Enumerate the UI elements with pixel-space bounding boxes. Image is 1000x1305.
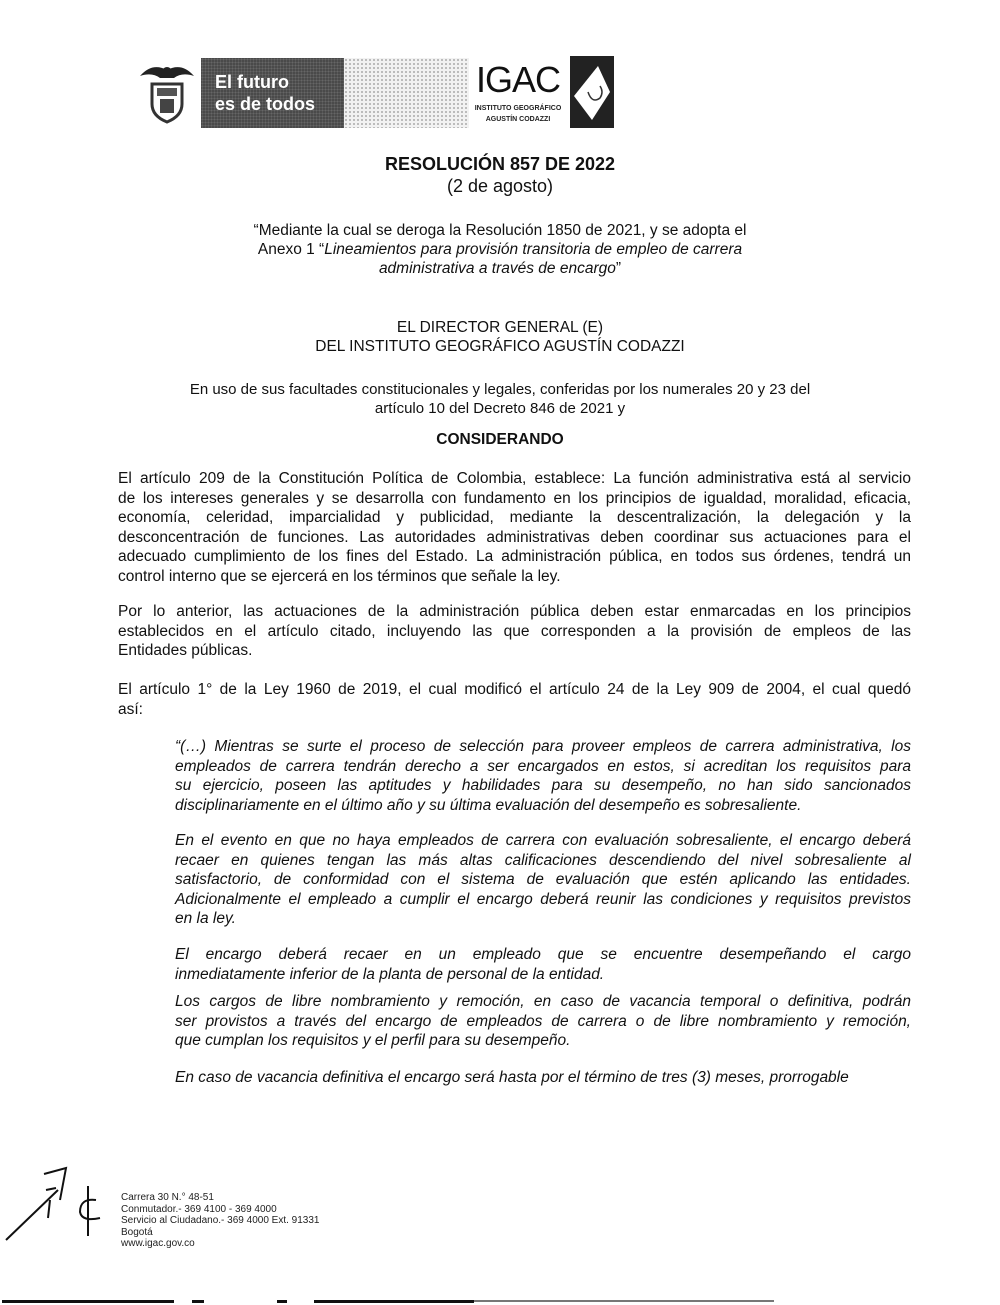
quote-line: Adicionalmente el empleado a cumplir el encargo deberá reunir las condiciones y requisitos previstos xyxy=(175,890,911,908)
igac-wordmark xyxy=(470,60,566,130)
quote-line: En caso de vacancia definitiva el encargo será hasta por el término de tres (3) meses, prorrogable xyxy=(175,1069,849,1086)
quote-3 xyxy=(175,945,911,984)
igac-acronym: IGAC xyxy=(475,59,560,100)
footer-rule xyxy=(192,1300,204,1303)
igac-name-line-2: AGUSTÍN CODAZZI xyxy=(485,116,551,123)
paragraph-2 xyxy=(118,602,911,661)
quote-2 xyxy=(175,831,911,929)
paragraph-line: adecuado cumplimiento de los fines del Estado. La administración pública, en todos sus órdenes, tendrá un xyxy=(118,548,911,565)
footer-rule xyxy=(2,1300,174,1303)
footer-rule xyxy=(474,1300,774,1302)
igac-logo-icon xyxy=(570,56,614,128)
resolution-title: RESOLUCIÓN 857 DE 2022 xyxy=(384,154,616,174)
handwritten-initials-icon xyxy=(0,1160,110,1250)
paragraph-line: desconcentración de funciones. Las autoridades administrativas deben coordinar sus actuaciones para el xyxy=(118,528,911,546)
quote-line: su ejercicio, poseen las aptitudes y habilidades para su desempeño, no han sido sancionados xyxy=(175,777,911,794)
quote-line: ser provistos a través del encargo de empleados de carrera o de libre nombramiento y remoción, xyxy=(175,1012,911,1030)
paragraph-line: de los intereses generales y se desarrolla con fundamento en los principios de igualdad, moralidad, eficacia, xyxy=(118,489,911,507)
quote-line: inmediatamente inferior de la planta de personal de la entidad. xyxy=(175,965,605,983)
igac-name-line-1: INSTITUTO GEOGRÁFICO xyxy=(474,105,562,112)
slogan-line-1: El futuro xyxy=(215,72,289,92)
resolution-date: (2 de agosto) xyxy=(446,176,554,196)
subject-line-2 xyxy=(0,240,1000,259)
paragraph-line: El artículo 209 de la Constitución Política de Colombia, establece: La función administrativa está al servicio xyxy=(118,470,911,487)
paragraph-3 xyxy=(118,680,911,719)
footer-citizen-service: Servicio al Ciudadano.- 369 4000 Ext. 91331 xyxy=(121,1215,320,1227)
slogan-banner xyxy=(201,58,344,128)
quote-line: satisfactorio, de conformidad con el sistema de evaluación que estén aplicando las entidades. xyxy=(175,871,911,888)
quote-4 xyxy=(175,992,911,1051)
paragraph-line: Por lo anterior, las actuaciones de la administración pública deben estar enmarcadas en los principios xyxy=(118,603,911,620)
quote-line: que cumplan los requisitos y el perfil para su desempeño. xyxy=(175,1032,571,1049)
footer-rule xyxy=(277,1300,287,1303)
paragraph-line: Entidades públicas. xyxy=(118,642,253,659)
quote-line: “(…) Mientras se surte el proceso de selección para proveer empleos de carrera administrativa, los xyxy=(175,738,911,755)
subject-italic-2: administrativa a través de encargo xyxy=(378,260,616,277)
footer-rule xyxy=(314,1300,474,1303)
paragraph-line: economía, celeridad, imparcialidad y publicidad, mediante la descentralización, la delegación y la xyxy=(118,509,911,526)
quote-1 xyxy=(175,737,911,815)
subject-prefix: Anexo 1 “ xyxy=(257,241,325,258)
footer-website[interactable]: www.igac.gov.co xyxy=(121,1238,195,1250)
coat-of-arms-icon xyxy=(138,58,196,126)
issuer-line-2: DEL INSTITUTO GEOGRÁFICO AGUSTÍN CODAZZI xyxy=(315,338,685,355)
quote-5 xyxy=(175,1068,911,1088)
paragraph-line: así: xyxy=(118,700,143,718)
subject-line-1: “Mediante la cual se deroga la Resolución 1850 de 2021, y se adopta el xyxy=(253,222,747,239)
considerando-heading: CONSIDERANDO xyxy=(436,431,564,448)
paragraph-line: control interno que se ejercerá en los términos que señale la ley. xyxy=(118,567,561,585)
authority-line-2: artículo 10 del Decreto 846 de 2021 y xyxy=(374,400,626,417)
faded-logo-area xyxy=(344,58,469,128)
subject-italic-1: Lineamientos para provisión transitoria de empleo de carrera xyxy=(324,241,743,258)
paragraph-1 xyxy=(118,469,911,586)
subject-line-3 xyxy=(0,259,1000,278)
authority-line-1: En uso de sus facultades constitucionales y legales, conferidas por los numerales 20 y 23 del xyxy=(189,381,811,398)
quote-line: Los cargos de libre nombramiento y remoción, en caso de vacancia temporal o definitiva, podrán xyxy=(175,993,911,1010)
quote-line: recaer en quienes tengan las más altas calificaciones descendiendo del nivel sobresaliente al xyxy=(175,851,911,869)
header-logos xyxy=(130,52,620,132)
quote-line: El encargo deberá recaer en un empleado que se encuentre desempeñando el cargo xyxy=(175,946,911,963)
paragraph-line: El artículo 1° de la Ley 1960 de 2019, el cual modificó el artículo 24 de la Ley 909 de 2004, el cual quedó xyxy=(118,681,911,698)
subject-suffix: ” xyxy=(615,260,622,277)
footer-switchboard: Conmutador.- 369 4100 - 369 4000 xyxy=(121,1203,277,1215)
quote-line: disciplinariamente en el último año y su última evaluación del desempeño es sobresaliente. xyxy=(175,796,802,814)
slogan-line-2: es de todos xyxy=(215,94,316,114)
quote-line: en la ley. xyxy=(175,910,236,927)
footer-address: Carrera 30 N.° 48-51 xyxy=(121,1192,214,1203)
paragraph-line: establecidos en el artículo citado, incluyendo las que corresponden a la provisión de empleos de las xyxy=(118,622,911,640)
quote-line: En el evento en que no haya empleados de carrera con evaluación sobresaliente, el encargo deberá xyxy=(175,832,911,849)
footer-contact xyxy=(121,1192,319,1250)
footer-city: Bogotá xyxy=(121,1226,153,1238)
quote-line: empleados de carrera tendrán derecho a ser encargados en estos, si acreditan los requisitos para xyxy=(175,757,911,775)
issuer-line-1: EL DIRECTOR GENERAL (E) xyxy=(396,319,604,336)
